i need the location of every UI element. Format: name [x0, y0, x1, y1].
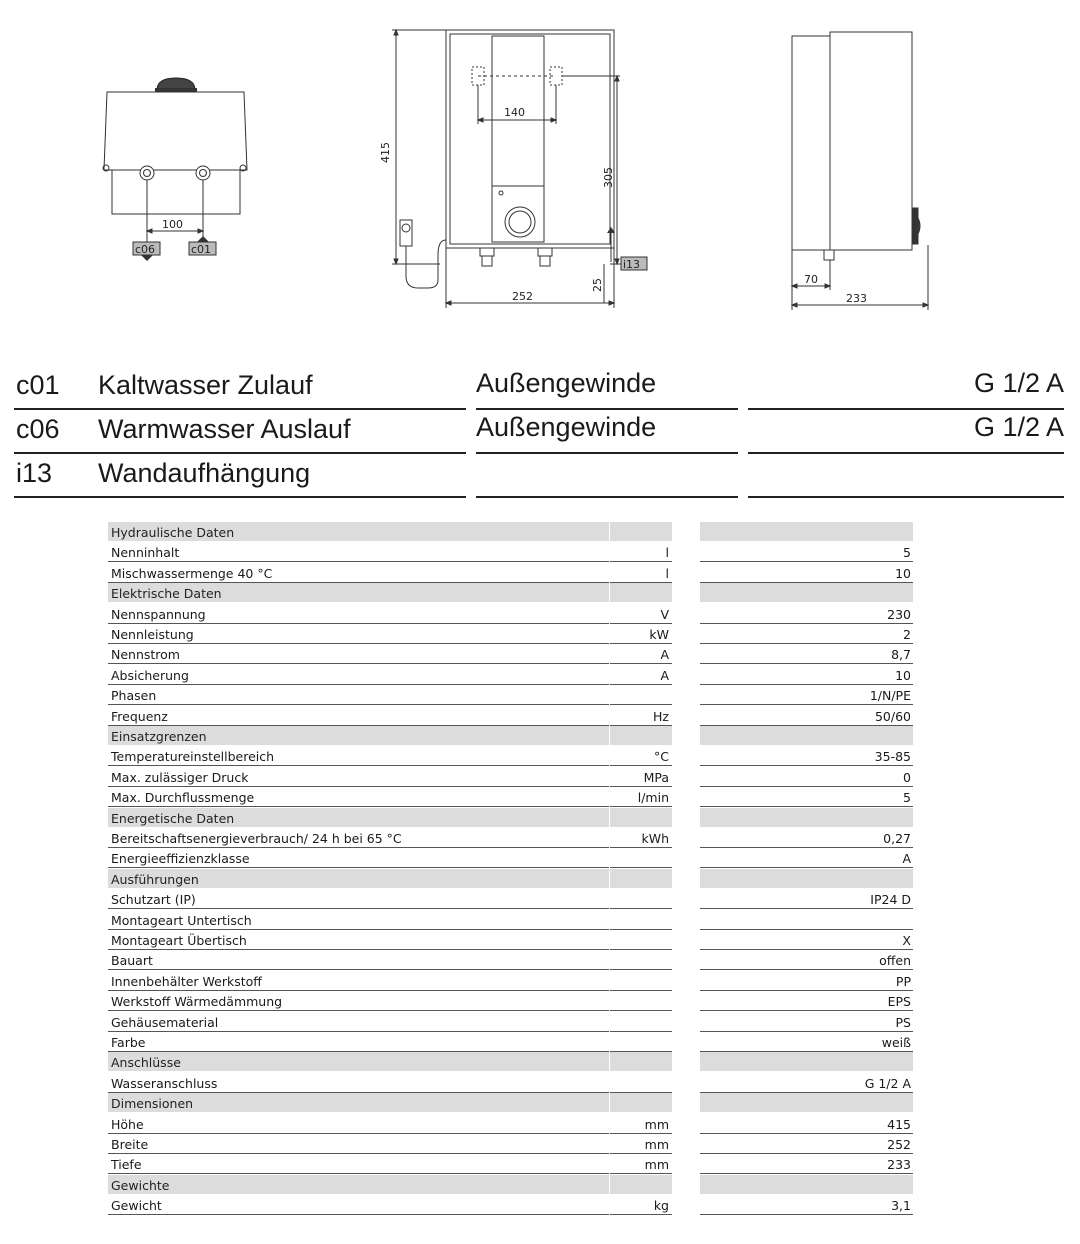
- spec-label: Max. Durchflussmenge: [108, 787, 609, 807]
- spec-unit: kWh: [610, 828, 672, 848]
- spec-label: Nenninhalt: [108, 542, 609, 562]
- spec-value: 2: [700, 624, 913, 644]
- spec-unit: [610, 522, 672, 542]
- connection-label: Kaltwasser Zulauf: [98, 370, 313, 400]
- spec-label: Nennspannung: [108, 604, 609, 624]
- spec-section-header: [108, 726, 913, 746]
- spec-unit: mm: [610, 1134, 672, 1154]
- spec-value: 0,27: [700, 828, 913, 848]
- spec-row: [108, 1154, 913, 1174]
- spec-unit: MPa: [610, 767, 672, 787]
- spec-row: [108, 991, 913, 1011]
- spec-value: 0: [700, 767, 913, 787]
- spec-row: [108, 787, 913, 807]
- spec-label: Ausführungen: [108, 869, 609, 889]
- spec-label: Phasen: [108, 685, 609, 705]
- spec-unit: l: [610, 542, 672, 562]
- spec-label: Mischwassermenge 40 °C: [108, 563, 609, 583]
- spec-row: [108, 1032, 913, 1052]
- spec-value: 3,1: [700, 1195, 913, 1215]
- dim-415: 415: [379, 142, 392, 163]
- connection-type: Außengewinde: [476, 408, 738, 454]
- spec-label: Max. zulässiger Druck: [108, 767, 609, 787]
- spec-unit: [610, 869, 672, 889]
- spec-unit: A: [610, 644, 672, 664]
- spec-label: Werkstoff Wärmedämmung: [108, 991, 609, 1011]
- spec-unit: [610, 991, 672, 1011]
- spec-value: 5: [700, 542, 913, 562]
- spec-value: 35-85: [700, 746, 913, 766]
- connection-row-c06: [14, 410, 1064, 454]
- spec-value: [700, 583, 913, 603]
- spec-unit: mm: [610, 1154, 672, 1174]
- dim-305: 305: [602, 167, 615, 188]
- spec-label: Dimensionen: [108, 1093, 609, 1113]
- spec-unit: [610, 910, 672, 930]
- spec-unit: [610, 583, 672, 603]
- spec-label: Farbe: [108, 1032, 609, 1052]
- spec-unit: [610, 1175, 672, 1195]
- spec-row: [108, 950, 913, 970]
- spec-value: X: [700, 930, 913, 950]
- spec-unit: [610, 1052, 672, 1072]
- spec-row: [108, 828, 913, 848]
- spec-value: 233: [700, 1154, 913, 1174]
- spec-label: Innenbehälter Werkstoff: [108, 971, 609, 991]
- spec-unit: mm: [610, 1114, 672, 1134]
- connection-code: c01: [16, 370, 60, 400]
- spec-row: [108, 889, 913, 909]
- spec-value: [700, 522, 913, 542]
- connection-value: G 1/2 A: [748, 408, 1064, 454]
- spec-label: Elektrische Daten: [108, 583, 609, 603]
- connection-code: i13: [16, 458, 53, 488]
- spec-row: [108, 767, 913, 787]
- spec-label: Höhe: [108, 1114, 609, 1134]
- spec-unit: kW: [610, 624, 672, 644]
- dim-70: 70: [804, 273, 818, 286]
- spec-unit: [610, 848, 672, 868]
- spec-value: 8,7: [700, 644, 913, 664]
- spec-row: [108, 930, 913, 950]
- spec-section-header: [108, 1093, 913, 1113]
- spec-unit: l: [610, 563, 672, 583]
- spec-row: [108, 1114, 913, 1134]
- dim-25: 25: [591, 278, 604, 292]
- connection-row-c01: [14, 366, 1064, 410]
- spec-value: [700, 808, 913, 828]
- spec-label: Temperatureinstellbereich: [108, 746, 609, 766]
- connection-value: [748, 452, 1064, 498]
- spec-label: Breite: [108, 1134, 609, 1154]
- spec-unit: [610, 930, 672, 950]
- spec-value: G 1/2 A: [700, 1073, 913, 1093]
- spec-row: [108, 563, 913, 583]
- spec-row: [108, 910, 913, 930]
- connection-type: Außengewinde: [476, 364, 738, 410]
- spec-value: 1/N/PE: [700, 685, 913, 705]
- spec-label: Montageart Übertisch: [108, 930, 609, 950]
- spec-label: Nennleistung: [108, 624, 609, 644]
- spec-value: 5: [700, 787, 913, 807]
- spec-section-header: [108, 583, 913, 603]
- spec-section-header: [108, 1175, 913, 1195]
- connection-type: [476, 452, 738, 498]
- spec-unit: [610, 1032, 672, 1052]
- spec-value: [700, 726, 913, 746]
- spec-value: 252: [700, 1134, 913, 1154]
- spec-unit: [610, 808, 672, 828]
- spec-row: [108, 971, 913, 991]
- spec-row: [108, 1134, 913, 1154]
- spec-value: PS: [700, 1012, 913, 1032]
- technical-drawings: [0, 0, 1080, 340]
- port-label-c06: c06: [135, 243, 156, 256]
- spec-value: 230: [700, 604, 913, 624]
- spec-value: IP24 D: [700, 889, 913, 909]
- spec-value: 10: [700, 563, 913, 583]
- dim-252: 252: [512, 290, 533, 303]
- spec-row: [108, 746, 913, 766]
- spec-value: weiß: [700, 1032, 913, 1052]
- spec-label: Nennstrom: [108, 644, 609, 664]
- spec-unit: [610, 1093, 672, 1113]
- spec-unit: °C: [610, 746, 672, 766]
- spec-value: EPS: [700, 991, 913, 1011]
- spec-label: Hydraulische Daten: [108, 522, 609, 542]
- spec-unit: l/min: [610, 787, 672, 807]
- spec-value: [700, 910, 913, 930]
- spec-row: [108, 848, 913, 868]
- spec-row: [108, 706, 913, 726]
- spec-label: Montageart Untertisch: [108, 910, 609, 930]
- spec-row: [108, 685, 913, 705]
- spec-unit: [610, 971, 672, 991]
- spec-row: [108, 1195, 913, 1215]
- spec-section-header: [108, 808, 913, 828]
- spec-label: Frequenz: [108, 706, 609, 726]
- dim-100: 100: [162, 218, 183, 231]
- connection-row-i13: [14, 454, 1064, 498]
- spec-value: offen: [700, 950, 913, 970]
- spec-label: Energetische Daten: [108, 808, 609, 828]
- spec-section-header: [108, 1052, 913, 1072]
- spec-unit: V: [610, 604, 672, 624]
- spec-row: [108, 542, 913, 562]
- spec-label: Bereitschaftsenergieverbrauch/ 24 h bei 65 °C: [108, 828, 609, 848]
- spec-section-header: [108, 522, 913, 542]
- spec-row: [108, 1073, 913, 1093]
- spec-label: Schutzart (IP): [108, 889, 609, 909]
- connection-value: G 1/2 A: [748, 364, 1064, 410]
- spec-unit: [610, 889, 672, 909]
- spec-value: 10: [700, 665, 913, 685]
- connection-label: Warmwasser Auslauf: [98, 414, 351, 444]
- spec-unit: [610, 726, 672, 746]
- dim-233: 233: [846, 292, 867, 305]
- spec-value: 415: [700, 1114, 913, 1134]
- spec-label: Tiefe: [108, 1154, 609, 1174]
- connection-code: c06: [16, 414, 60, 444]
- spec-label: Absicherung: [108, 665, 609, 685]
- port-label-c01: c01: [191, 243, 212, 256]
- spec-unit: [610, 685, 672, 705]
- spec-unit: Hz: [610, 706, 672, 726]
- side-view-drawing: [792, 32, 928, 310]
- spec-unit: [610, 1012, 672, 1032]
- spec-label: Gewicht: [108, 1195, 609, 1215]
- spec-value: [700, 1093, 913, 1113]
- spec-row: [108, 644, 913, 664]
- top-view-drawing: [103, 78, 247, 261]
- spec-row: [108, 624, 913, 644]
- spec-unit: kg: [610, 1195, 672, 1215]
- spec-row: [108, 1012, 913, 1032]
- connection-label: Wandaufhängung: [98, 458, 311, 488]
- spec-label: Energieeffizienzklasse: [108, 848, 609, 868]
- wall-mount-label-i13: i13: [623, 258, 641, 271]
- dim-140: 140: [504, 106, 525, 119]
- spec-value: [700, 869, 913, 889]
- spec-section-header: [108, 869, 913, 889]
- spec-value: [700, 1052, 913, 1072]
- spec-value: PP: [700, 971, 913, 991]
- spec-label: Bauart: [108, 950, 609, 970]
- spec-unit: [610, 1073, 672, 1093]
- spec-value: 50/60: [700, 706, 913, 726]
- spec-label: Einsatzgrenzen: [108, 726, 609, 746]
- spec-unit: [610, 950, 672, 970]
- spec-row: [108, 604, 913, 624]
- spec-value: [700, 1175, 913, 1195]
- spec-value: A: [700, 848, 913, 868]
- spec-label: Gehäusematerial: [108, 1012, 609, 1032]
- spec-unit: A: [610, 665, 672, 685]
- spec-row: [108, 665, 913, 685]
- spec-label: Wasseranschluss: [108, 1073, 609, 1093]
- spec-label: Gewichte: [108, 1175, 609, 1195]
- spec-label: Anschlüsse: [108, 1052, 609, 1072]
